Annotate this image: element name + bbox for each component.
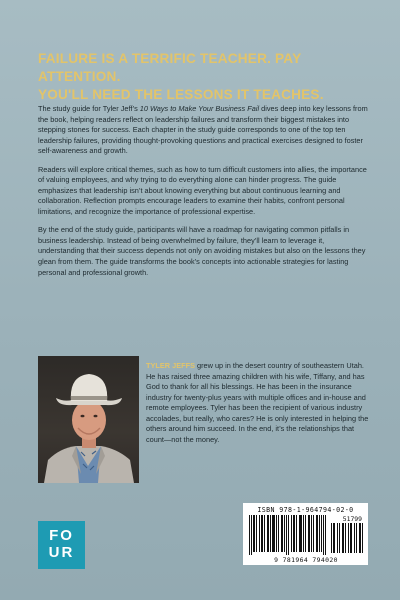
description [38, 104, 372, 286]
tagline-line-2: YOU'LL NEED THE LESSONS IT TEACHES. [38, 87, 324, 102]
ean-barcode-bars [249, 515, 327, 555]
logo-line-1: FO [49, 527, 74, 544]
description-paragraph-2: Readers will explore critical themes, such as how to turn difficult customers into allies, the importance of valuing employees, and why trying to do everything alone can hinder progress. The guide emphasizes that leadership isn’t about knowing everything but about continuous learning and collaboration. Reflection prompts encourage leaders to examine their habits, confront personal limitations, and recognize the importance of professional expertise. [38, 164, 367, 216]
tagline [38, 50, 378, 104]
paragraph-1-intro: The study guide for Tyler Jeff’s [38, 104, 140, 113]
author-bio-text: grew up in the desert country of southeastern Utah. He has raised three amazing children with his wife, Tiffany, and has God to thank for all his blessings. He has been in the insurance industry for twenty-plus years with multiple offices and in-house and remote employees. Tyler has been the recipient of various industry accolades, but really, who cares? He is only interested in helping the others around him succeed. In the end, it’s the relationships that count—not the money. [146, 361, 369, 444]
paragraph-1-rest: dives deep into key lessons from the book, helping readers reflect on leadership failures and transform their biggest mistakes into stepping stones for success. Each chapter in the study guide corresponds to one of the top ten leadership failures, providing thought-provoking questions and practical exercises designed to foster self-awareness and growth. [38, 104, 368, 156]
tagline-line-1: FAILURE IS A TERRIFIC TEACHER. PAY ATTENTION. [38, 51, 302, 84]
price-code: 51799 [342, 515, 362, 523]
book-title: 10 Ways to Make Your Business Fail [139, 104, 260, 113]
isbn-barcode [243, 503, 368, 565]
description-paragraph-3: By the end of the study guide, participants will have a roadmap for navigating common pitfalls in business leadership. Instead of being overwhelmed by failure, they’ll learn to leverage it, understanding that their success depends not only on avoiding mistakes but also on the lessons they glean from them. The guide transforms the book’s concepts into actionable strategies for lasting personal and professional growth. [38, 225, 366, 277]
author-name: TYLER JEFFS [146, 361, 195, 370]
publisher-logo-text [38, 527, 85, 561]
author-photo [38, 356, 139, 483]
ean-digits: 9 781964 794020 [274, 556, 338, 564]
publisher-logo [38, 521, 85, 569]
author-bio [146, 361, 374, 445]
logo-line-2: UR [48, 544, 75, 561]
description-paragraph-1 [38, 104, 372, 157]
price-barcode-bars [331, 523, 363, 553]
isbn-label: ISBN 978-1-964794-02-0 [257, 506, 354, 514]
